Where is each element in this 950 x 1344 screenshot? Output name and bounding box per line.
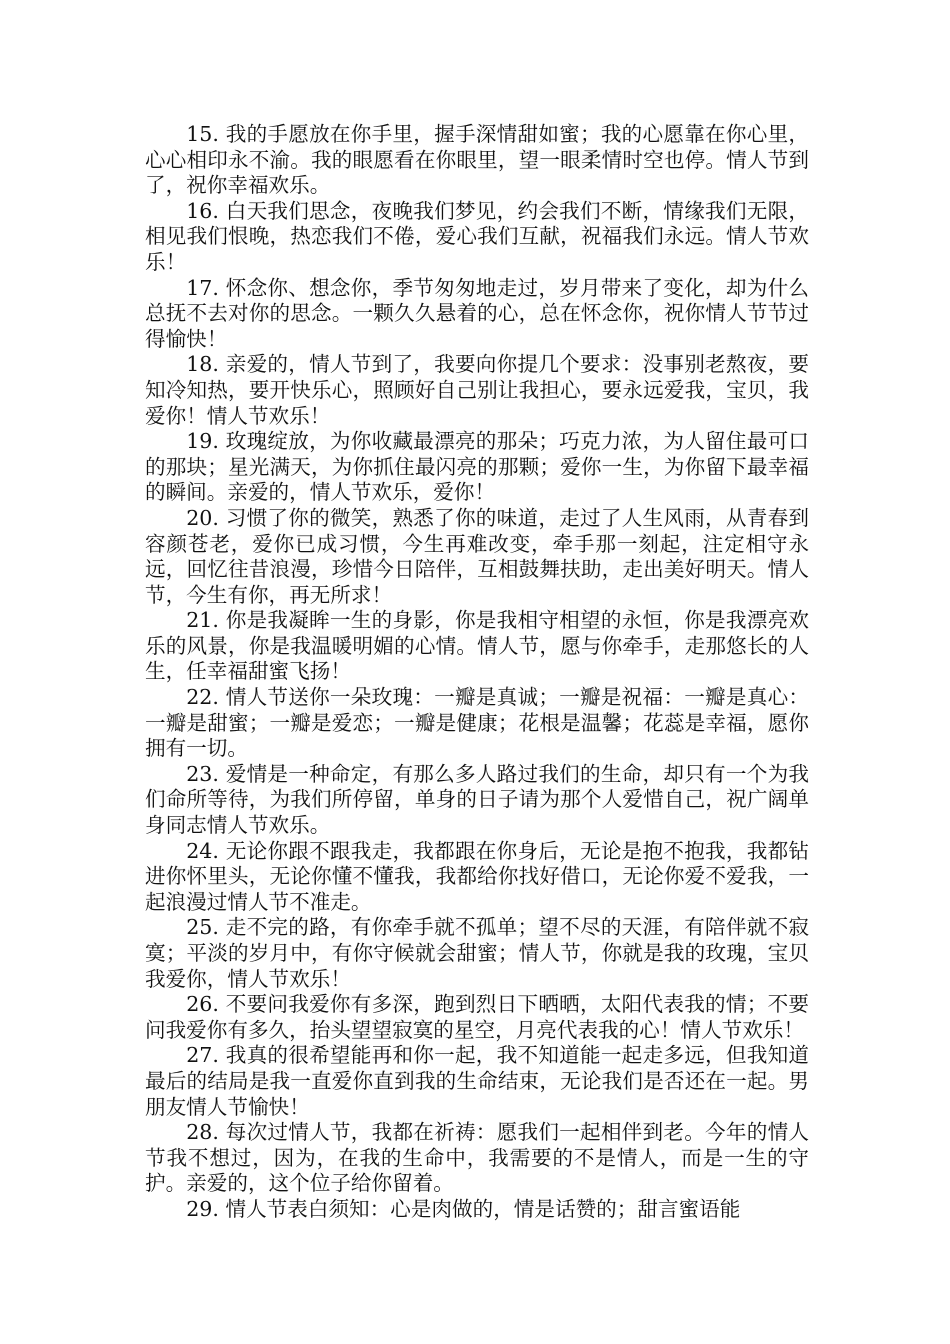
paragraph-27: 27. 我真的很希望能再和你一起，我不知道能一起走多远，但我知道最后的结局是我一直爱你直到我的生命结束，无论我们是否还在一起。男朋友情人节愉快！ bbox=[145, 1043, 809, 1119]
paragraph-29: 29. 情人节表白须知：心是肉做的，情是话赞的；甜言蜜语能 bbox=[186, 1196, 741, 1221]
paragraph-17: 17. 怀念你、想念你，季节匆匆地走过，岁月带来了变化，却为什么总抚不去对你的思念。一颗久久悬着的心，总在怀念你，祝你情人节节过得愉快！ bbox=[145, 275, 809, 351]
paragraph-21: 21. 你是我凝眸一生的身影，你是我相守相望的永恒，你是我漂亮欢乐的风景，你是我温暖明媚的心情。情人节，愿与你牵手，走那悠长的人生，任幸福甜蜜飞扬！ bbox=[145, 608, 809, 684]
paragraph-22: 22. 情人节送你一朵玫瑰：一瓣是真诚；一瓣是祝福：一瓣是真心：一瓣是甜蜜；一瓣是爱恋；一瓣是健康；花根是温馨；花蕊是幸福，愿你拥有一切。 bbox=[145, 685, 809, 761]
paragraph-24: 24. 无论你跟不跟我走，我都跟在你身后，无论是抱不抱我，我都钻进你怀里头，无论你懂不懂我，我都给你找好借口，无论你爱不爱我，一起浪漫过情人节不准走。 bbox=[145, 838, 809, 914]
paragraph-28: 28. 每次过情人节，我都在祈祷：愿我们一起相伴到老。今年的情人节我不想过，因为，在我的生命中，我需要的不是情人，而是一生的守护。亲爱的，这个位子给你留着。 bbox=[145, 1120, 809, 1196]
paragraph-15: 15. 我的手愿放在你手里，握手深情甜如蜜；我的心愿靠在你心里，心心相印永不渝。我的眼愿看在你眼里，望一眼柔情时空也停。情人节到了，祝你幸福欢乐。 bbox=[145, 122, 809, 198]
paragraph-18: 18. 亲爱的，情人节到了，我要向你提几个要求：没事别老熬夜，要知冷知热，要开快乐心，照顾好自己别让我担心，要永远爱我，宝贝，我爱你！情人节欢乐！ bbox=[145, 352, 809, 428]
document-body bbox=[145, 122, 809, 1223]
paragraph-26: 26. 不要问我爱你有多深，跑到烈日下晒晒，太阳代表我的情；不要问我爱你有多久，抬头望望寂寞的星空，月亮代表我的心！情人节欢乐！ bbox=[145, 992, 809, 1042]
paragraph-16: 16. 白天我们思念，夜晚我们梦见，约会我们不断，情缘我们无限，相见我们恨晚，热恋我们不倦，爱心我们互献，祝福我们永远。情人节欢乐！ bbox=[145, 198, 809, 274]
paragraph-19: 19. 玫瑰绽放，为你收藏最漂亮的那朵；巧克力浓，为人留住最可口的那块；星光满天，为你抓住最闪亮的那颗；爱你一生，为你留下最幸福的瞬间。亲爱的，情人节欢乐，爱你！ bbox=[145, 429, 809, 505]
paragraph-23: 23. 爱情是一种命定，有那么多人路过我们的生命，却只有一个为我们命所等待，为我们所停留，单身的日子请为那个人爱惜自己，祝广阔单身同志情人节欢乐。 bbox=[145, 761, 809, 838]
paragraph-20: 20. 习惯了你的微笑，熟悉了你的味道，走过了人生风雨，从青春到容颜苍老，爱你已成习惯，今生再难改变，牵手那一刻起，注定相守永远，回忆往昔浪漫，珍惜今日陪伴，互相鼓舞扶助，走出美好明天。情人节，今生有你，再无所求！ bbox=[145, 505, 809, 607]
paragraph-25: 25. 走不完的路，有你牵手就不孤单；望不尽的天涯，有陪伴就不寂寞；平淡的岁月中，有你守候就会甜蜜；情人节，你就是我的玫瑰，宝贝我爱你，情人节欢乐！ bbox=[145, 915, 809, 991]
